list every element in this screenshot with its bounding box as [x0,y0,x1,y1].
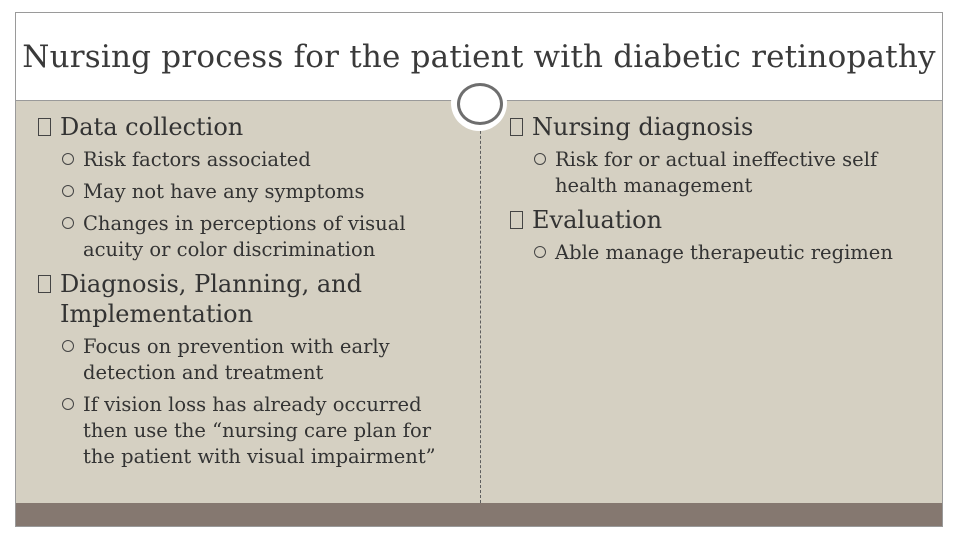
left-column [38,112,468,470]
right-column [510,112,930,266]
list-item: Able manage therapeutic regimen [510,240,930,266]
list-item: Changes in perceptions of visual acuity or color discrimination [38,211,468,263]
heading-data-collection: Data collection [38,112,468,142]
circle-bullet-icon [534,246,546,258]
square-bullet-icon [38,118,51,136]
heading-diagnosis-planning: Diagnosis, Planning, and Implementation [38,269,468,329]
list-item: Focus on prevention with early detection and treatment [38,334,468,386]
circle-bullet-icon [62,217,74,229]
slide-title: Nursing process for the patient with diabetic retinopathy [22,39,936,75]
square-bullet-icon [510,211,523,229]
list-item: May not have any symptoms [38,179,468,205]
circle-bullet-icon [62,153,74,165]
circle-bullet-icon [62,340,74,352]
heading-nursing-diagnosis: Nursing diagnosis [510,112,930,142]
circle-bullet-icon [534,153,546,165]
list-item: Risk factors associated [38,147,468,173]
square-bullet-icon [38,275,51,293]
footer-bar [16,503,942,526]
column-divider [480,101,481,503]
list-item: Risk for or actual ineffective self health management [510,147,930,199]
heading-evaluation: Evaluation [510,205,930,235]
circle-bullet-icon [62,185,74,197]
square-bullet-icon [510,118,523,136]
list-item: If vision loss has already occurred then use the “nursing care plan for the patient with visual impairment” [38,392,468,470]
circle-bullet-icon [62,398,74,410]
